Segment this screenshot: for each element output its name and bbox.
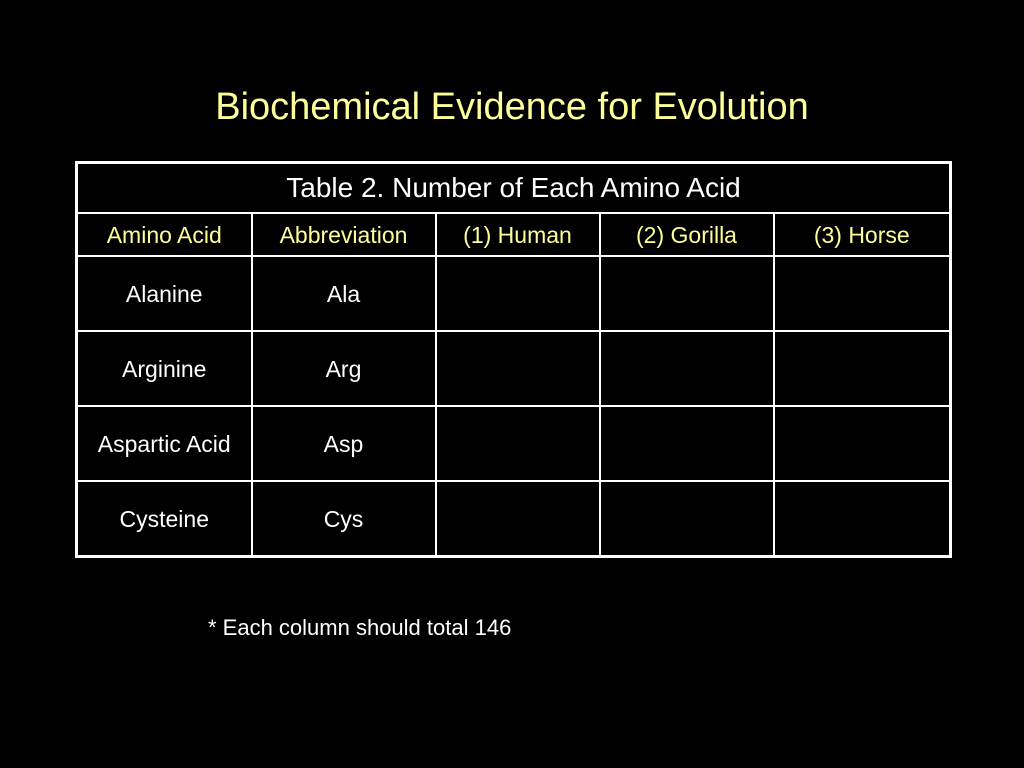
cell-horse[interactable] [774,406,951,481]
cell-abbreviation: Cys [252,481,436,557]
cell-amino-acid: Alanine [77,256,252,331]
cell-gorilla[interactable] [600,481,774,557]
cell-horse[interactable] [774,331,951,406]
header-amino-acid: Amino Acid [77,213,252,256]
header-gorilla: (2) Gorilla [600,213,774,256]
table-row [77,256,951,331]
header-human: (1) Human [436,213,600,256]
slide-title: Biochemical Evidence for Evolution [215,86,809,128]
cell-horse[interactable] [774,256,951,331]
table-row [77,331,951,406]
cell-gorilla[interactable] [600,331,774,406]
cell-gorilla[interactable] [600,256,774,331]
cell-human[interactable] [436,331,600,406]
table-caption: Table 2. Number of Each Amino Acid [77,163,951,214]
cell-human[interactable] [436,406,600,481]
cell-abbreviation: Arg [252,331,436,406]
table-header-row [77,213,951,256]
cell-human[interactable] [436,256,600,331]
cell-amino-acid: Cysteine [77,481,252,557]
header-horse: (3) Horse [774,213,951,256]
table-row [77,481,951,557]
amino-acid-table [75,161,952,558]
cell-abbreviation: Ala [252,256,436,331]
footnote: * Each column should total 146 [208,615,512,640]
cell-abbreviation: Asp [252,406,436,481]
table-caption-row [77,163,951,214]
cell-amino-acid: Aspartic Acid [77,406,252,481]
table-row [77,406,951,481]
header-abbreviation: Abbreviation [252,213,436,256]
cell-amino-acid: Arginine [77,331,252,406]
cell-gorilla[interactable] [600,406,774,481]
cell-human[interactable] [436,481,600,557]
cell-horse[interactable] [774,481,951,557]
